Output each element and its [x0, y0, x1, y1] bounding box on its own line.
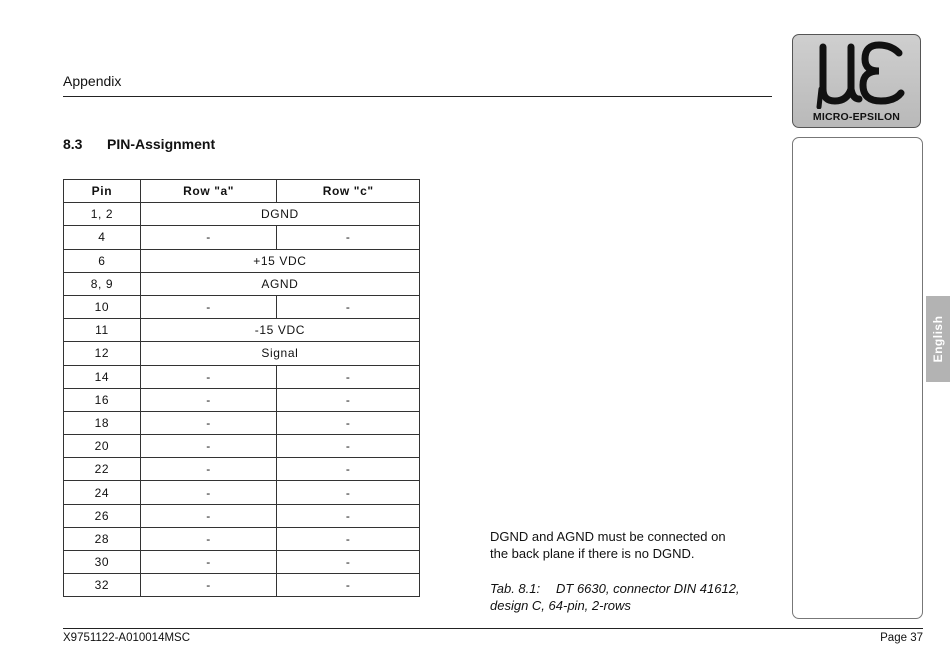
caption-line: DT 6630, connector DIN 41612, [556, 581, 740, 596]
merged-signal-cell: AGND [140, 272, 419, 295]
row-c-cell: - [277, 504, 420, 527]
column-header-row-c: Row "c" [277, 180, 420, 203]
row-a-cell: - [140, 365, 277, 388]
logo-text: MICRO-EPSILON [812, 111, 901, 123]
table-row [64, 342, 420, 365]
row-c-cell: - [277, 551, 420, 574]
header-divider [63, 96, 772, 97]
pin-cell: 28 [64, 527, 141, 550]
merged-signal-cell: +15 VDC [140, 249, 419, 272]
row-c-cell: - [277, 574, 420, 597]
language-tab-label: English [931, 315, 945, 363]
table-row [64, 319, 420, 342]
pin-cell: 1, 2 [64, 203, 141, 226]
column-header-row-a: Row "a" [140, 180, 277, 203]
table-caption [490, 580, 740, 614]
section-number: 8.3 [63, 136, 83, 152]
merged-signal-cell: DGND [140, 203, 419, 226]
table-row [64, 203, 420, 226]
row-a-cell: - [140, 481, 277, 504]
row-c-cell: - [277, 365, 420, 388]
pin-cell: 12 [64, 342, 141, 365]
table-row [64, 388, 420, 411]
pin-cell: 30 [64, 551, 141, 574]
row-c-cell: - [277, 435, 420, 458]
column-header-pin: Pin [64, 180, 141, 203]
pin-cell: 16 [64, 388, 141, 411]
pin-cell: 32 [64, 574, 141, 597]
row-a-cell: - [140, 551, 277, 574]
row-c-cell: - [277, 226, 420, 249]
table-row [64, 458, 420, 481]
pin-cell: 24 [64, 481, 141, 504]
row-c-cell: - [277, 295, 420, 318]
pin-cell: 6 [64, 249, 141, 272]
page-number: Page 37 [880, 632, 923, 644]
header-title: Appendix [63, 73, 122, 89]
connection-note [490, 528, 726, 562]
row-a-cell: - [140, 574, 277, 597]
pin-cell: 14 [64, 365, 141, 388]
note-line: the back plane if there is no DGND. [490, 546, 695, 561]
row-a-cell: - [140, 435, 277, 458]
table-row [64, 481, 420, 504]
pin-cell: 11 [64, 319, 141, 342]
merged-signal-cell: Signal [140, 342, 419, 365]
table-row [64, 249, 420, 272]
row-a-cell: - [140, 458, 277, 481]
row-a-cell: - [140, 527, 277, 550]
document-id: X9751122-A010014MSC [63, 632, 191, 644]
side-panel [792, 137, 923, 619]
table-row [64, 527, 420, 550]
caption-line: design C, 64-pin, 2-rows [490, 598, 631, 613]
table-row [64, 365, 420, 388]
footer-divider [63, 628, 923, 629]
table-header-row [64, 180, 420, 203]
table-row [64, 574, 420, 597]
row-a-cell: - [140, 504, 277, 527]
row-a-cell: - [140, 388, 277, 411]
pin-cell: 10 [64, 295, 141, 318]
merged-signal-cell: -15 VDC [140, 319, 419, 342]
row-a-cell: - [140, 295, 277, 318]
micro-epsilon-logo-icon [801, 39, 911, 109]
pin-cell: 18 [64, 411, 141, 434]
table-row [64, 272, 420, 295]
row-a-cell: - [140, 411, 277, 434]
note-line: DGND and AGND must be connected on [490, 529, 726, 544]
table-body [64, 203, 420, 597]
pin-cell: 4 [64, 226, 141, 249]
table-row [64, 551, 420, 574]
row-c-cell: - [277, 527, 420, 550]
pin-cell: 8, 9 [64, 272, 141, 295]
pin-cell: 22 [64, 458, 141, 481]
table-row [64, 504, 420, 527]
table-row [64, 411, 420, 434]
row-c-cell: - [277, 481, 420, 504]
company-logo [792, 34, 921, 128]
pin-cell: 26 [64, 504, 141, 527]
table-row [64, 226, 420, 249]
section-title: PIN-Assignment [107, 136, 216, 152]
table-row [64, 435, 420, 458]
row-a-cell: - [140, 226, 277, 249]
pin-cell: 20 [64, 435, 141, 458]
section-heading [63, 136, 215, 152]
pin-assignment-table [63, 179, 420, 597]
row-c-cell: - [277, 458, 420, 481]
row-c-cell: - [277, 388, 420, 411]
caption-number: Tab. 8.1: [490, 581, 541, 596]
language-tab[interactable] [926, 296, 950, 382]
table-row [64, 295, 420, 318]
row-c-cell: - [277, 411, 420, 434]
